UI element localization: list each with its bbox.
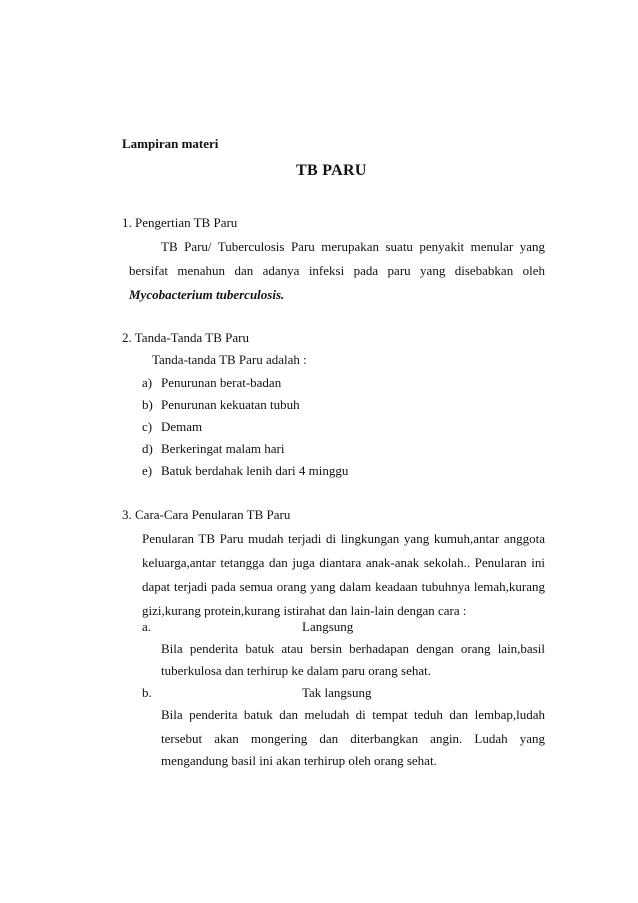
subitem-b-marker: b. [142, 685, 152, 700]
list-item-marker: e) [142, 463, 153, 478]
section2-intro: Tanda-tanda TB Paru adalah : [152, 352, 307, 367]
section1-line2: bersifat menahun dan adanya infeksi pada paru yang disebabkan oleh [129, 263, 545, 278]
document-title: TB PARU [296, 162, 367, 179]
list-item: Demam [161, 419, 203, 434]
subitem-a-marker: a. [142, 619, 152, 634]
list-item-marker: a) [142, 375, 153, 390]
list-item: Berkeringat malam hari [161, 441, 285, 456]
list-item-marker: c) [142, 419, 153, 434]
subitem-b-label: Tak langsung [302, 685, 372, 700]
subitem-b-line2: tersebut akan mongering dan diterbangkan angin. Ludah yang [161, 731, 545, 746]
subitem-b-line1: Bila penderita batuk dan meludah di tempat teduh dan lembap,ludah [161, 707, 545, 722]
subitem-a-label: Langsung [302, 619, 354, 634]
section3-line4: gizi,kurang protein,kurang istirahat dan lain-lain dengan cara : [142, 603, 467, 618]
section1-line1: TB Paru/ Tuberculosis Paru merupakan suatu penyakit menular yang [161, 239, 545, 254]
section3-heading: 3. Cara-Cara Penularan TB Paru [122, 507, 291, 522]
list-item: Penurunan berat-badan [161, 375, 282, 390]
list-item-marker: b) [142, 397, 153, 412]
list-item-marker: d) [142, 441, 153, 456]
section3-line3: dapat terjadi pada semua orang yang dalam keadaan tubuhnya lemah,kurang [142, 579, 545, 594]
section2-heading: 2. Tanda-Tanda TB Paru [122, 330, 249, 345]
section1-heading: 1. Pengertian TB Paru [122, 215, 238, 230]
section3-line2: keluarga,antar tetangga dan juga diantara anak-anak sekolah.. Penularan ini [142, 555, 545, 570]
subitem-b-line3: mengandung basil ini akan terhirup oleh orang sehat. [161, 753, 437, 768]
section3-line1: Penularan TB Paru mudah terjadi di lingkungan yang kumuh,antar anggota [142, 531, 545, 546]
list-item: Penurunan kekuatan tubuh [161, 397, 300, 412]
list-item: Batuk berdahak lenih dari 4 minggu [161, 463, 349, 478]
section1-line3: Mycobacterium tuberculosis. [129, 287, 285, 302]
subitem-a-line1: Bila penderita batuk atau bersin berhadapan dengan orang lain,basil [161, 641, 545, 656]
subitem-a-line2: tuberkulosa dan terhirup ke dalam paru orang sehat. [161, 663, 432, 678]
attachment-label: Lampiran materi [122, 136, 219, 151]
